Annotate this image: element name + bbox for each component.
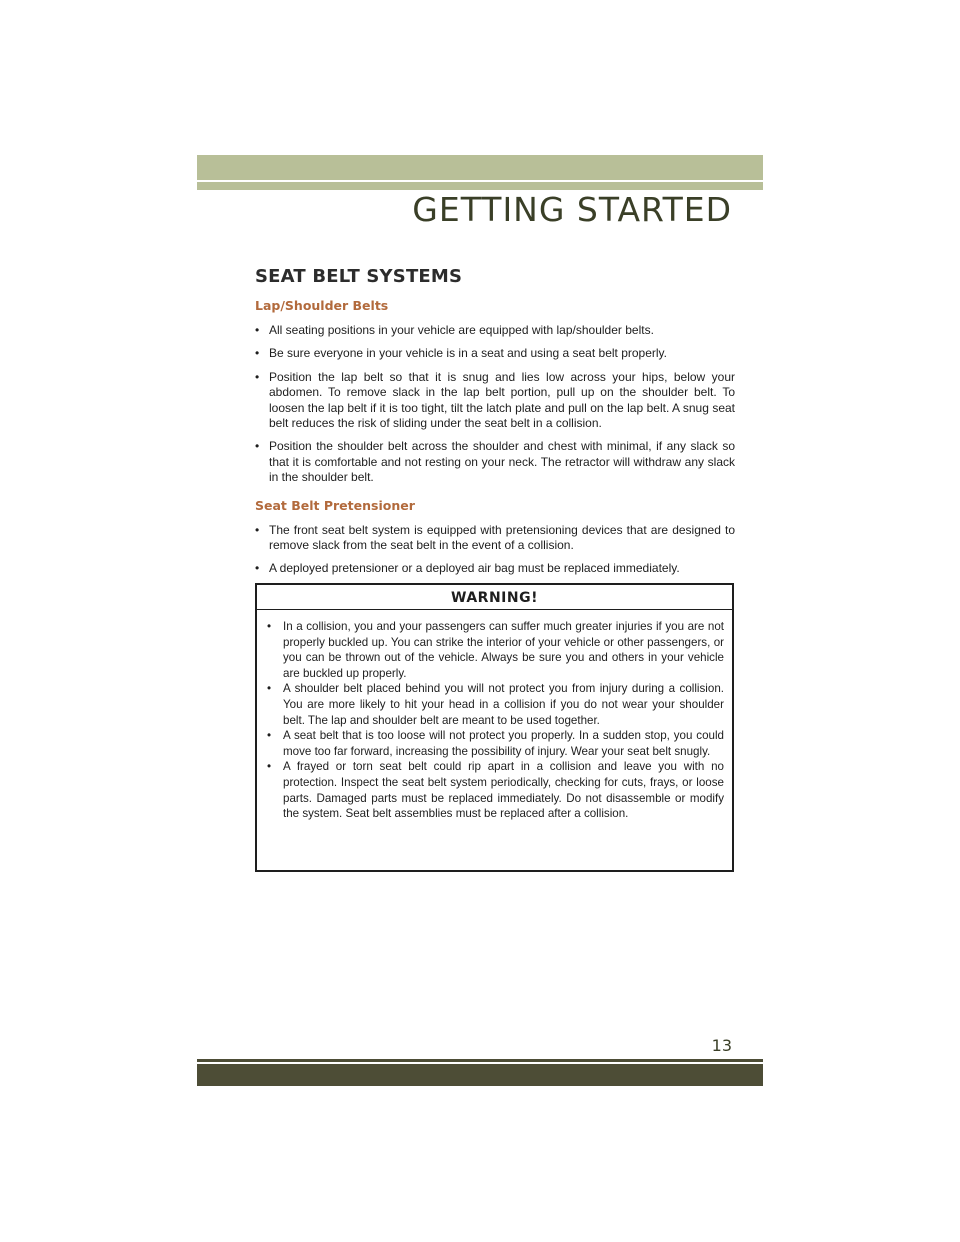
header-band <box>197 155 763 180</box>
footer-rule <box>197 1059 763 1062</box>
list-item: • Position the shoulder belt across the shoulder and chest with minimal, if any slack so that it is comfortable and not resting on your neck. The retractor will withdraw any slack in the shoulder belt. <box>255 439 735 485</box>
pretensioner-list <box>255 523 735 577</box>
warning-title: WARNING! <box>257 585 732 610</box>
list-item: • A shoulder belt placed behind you will not protect you from injury during a collision. You are more likely to hit your head in a collision if you do not wear your shoulder belt. The lap and shoulder belt are meant to be used together. <box>267 682 724 727</box>
bullet-icon: • <box>255 346 260 361</box>
list-item: • The front seat belt system is equipped with pretensioning devices that are designed to remove slack from the seat belt in the event of a collision. <box>255 522 735 553</box>
list-item: • A seat belt that is too loose will not protect you properly. In a sudden stop, you could move too far forward, increasing the possibility of injury. Wear your seat belt snugly. <box>267 729 724 758</box>
warning-list <box>267 619 724 822</box>
bullet-icon: • <box>267 760 272 774</box>
bullet-icon: • <box>255 522 260 537</box>
list-item: • In a collision, you and your passengers can suffer much greater injuries if you are not properly buckled up. You can strike the interior of your vehicle or other passengers, or you can be thrown out of the vehicle. Always be sure you and others in your vehicle are buckled up properly. <box>267 620 724 680</box>
section-title: GETTING STARTED <box>412 190 732 229</box>
list-item: • All seating positions in your vehicle are equipped with lap/shoulder belts. <box>255 323 654 337</box>
warning-box <box>255 583 734 872</box>
bullet-icon: • <box>255 439 260 454</box>
bullet-icon: • <box>267 729 272 743</box>
list-item: • A frayed or torn seat belt could rip apart in a collision and leave you with no protection. Inspect the seat belt system periodically, checking for cuts, frays, or loose parts. Damaged parts must be replaced immediately. Do not disassemble or modify the system. Seat belt assemblies must be replaced after a collision. <box>267 760 724 821</box>
content-area <box>255 266 735 585</box>
bullet-icon: • <box>267 682 272 696</box>
list-item: • Be sure everyone in your vehicle is in a seat and using a seat belt properly. <box>255 346 668 361</box>
page-number: 13 <box>711 1036 732 1055</box>
list-item: • Position the lap belt so that it is snug and lies low across your hips, below your abdomen. To remove slack in the lap belt portion, pull up on the shoulder belt. To loosen the lap belt if it is too tight, tilt the latch plate and pull on the lap belt. A snug seat belt reduces the risk of sliding under the seat belt in a collision. <box>255 369 735 431</box>
page-title: SEAT BELT SYSTEMS <box>255 266 463 287</box>
bullet-icon: • <box>255 369 260 384</box>
bullet-icon: • <box>267 620 272 633</box>
footer-band <box>197 1064 763 1086</box>
subsection-heading-pretensioner: Seat Belt Pretensioner <box>255 497 415 513</box>
list-item: • A deployed pretensioner or a deployed air bag must be replaced immediately. <box>255 561 680 576</box>
lap-shoulder-list <box>255 323 735 486</box>
subsection-heading-lap-shoulder: Lap/Shoulder Belts <box>255 298 389 313</box>
header-rule <box>197 182 763 190</box>
bullet-icon: • <box>255 323 260 337</box>
bullet-icon: • <box>255 561 260 576</box>
